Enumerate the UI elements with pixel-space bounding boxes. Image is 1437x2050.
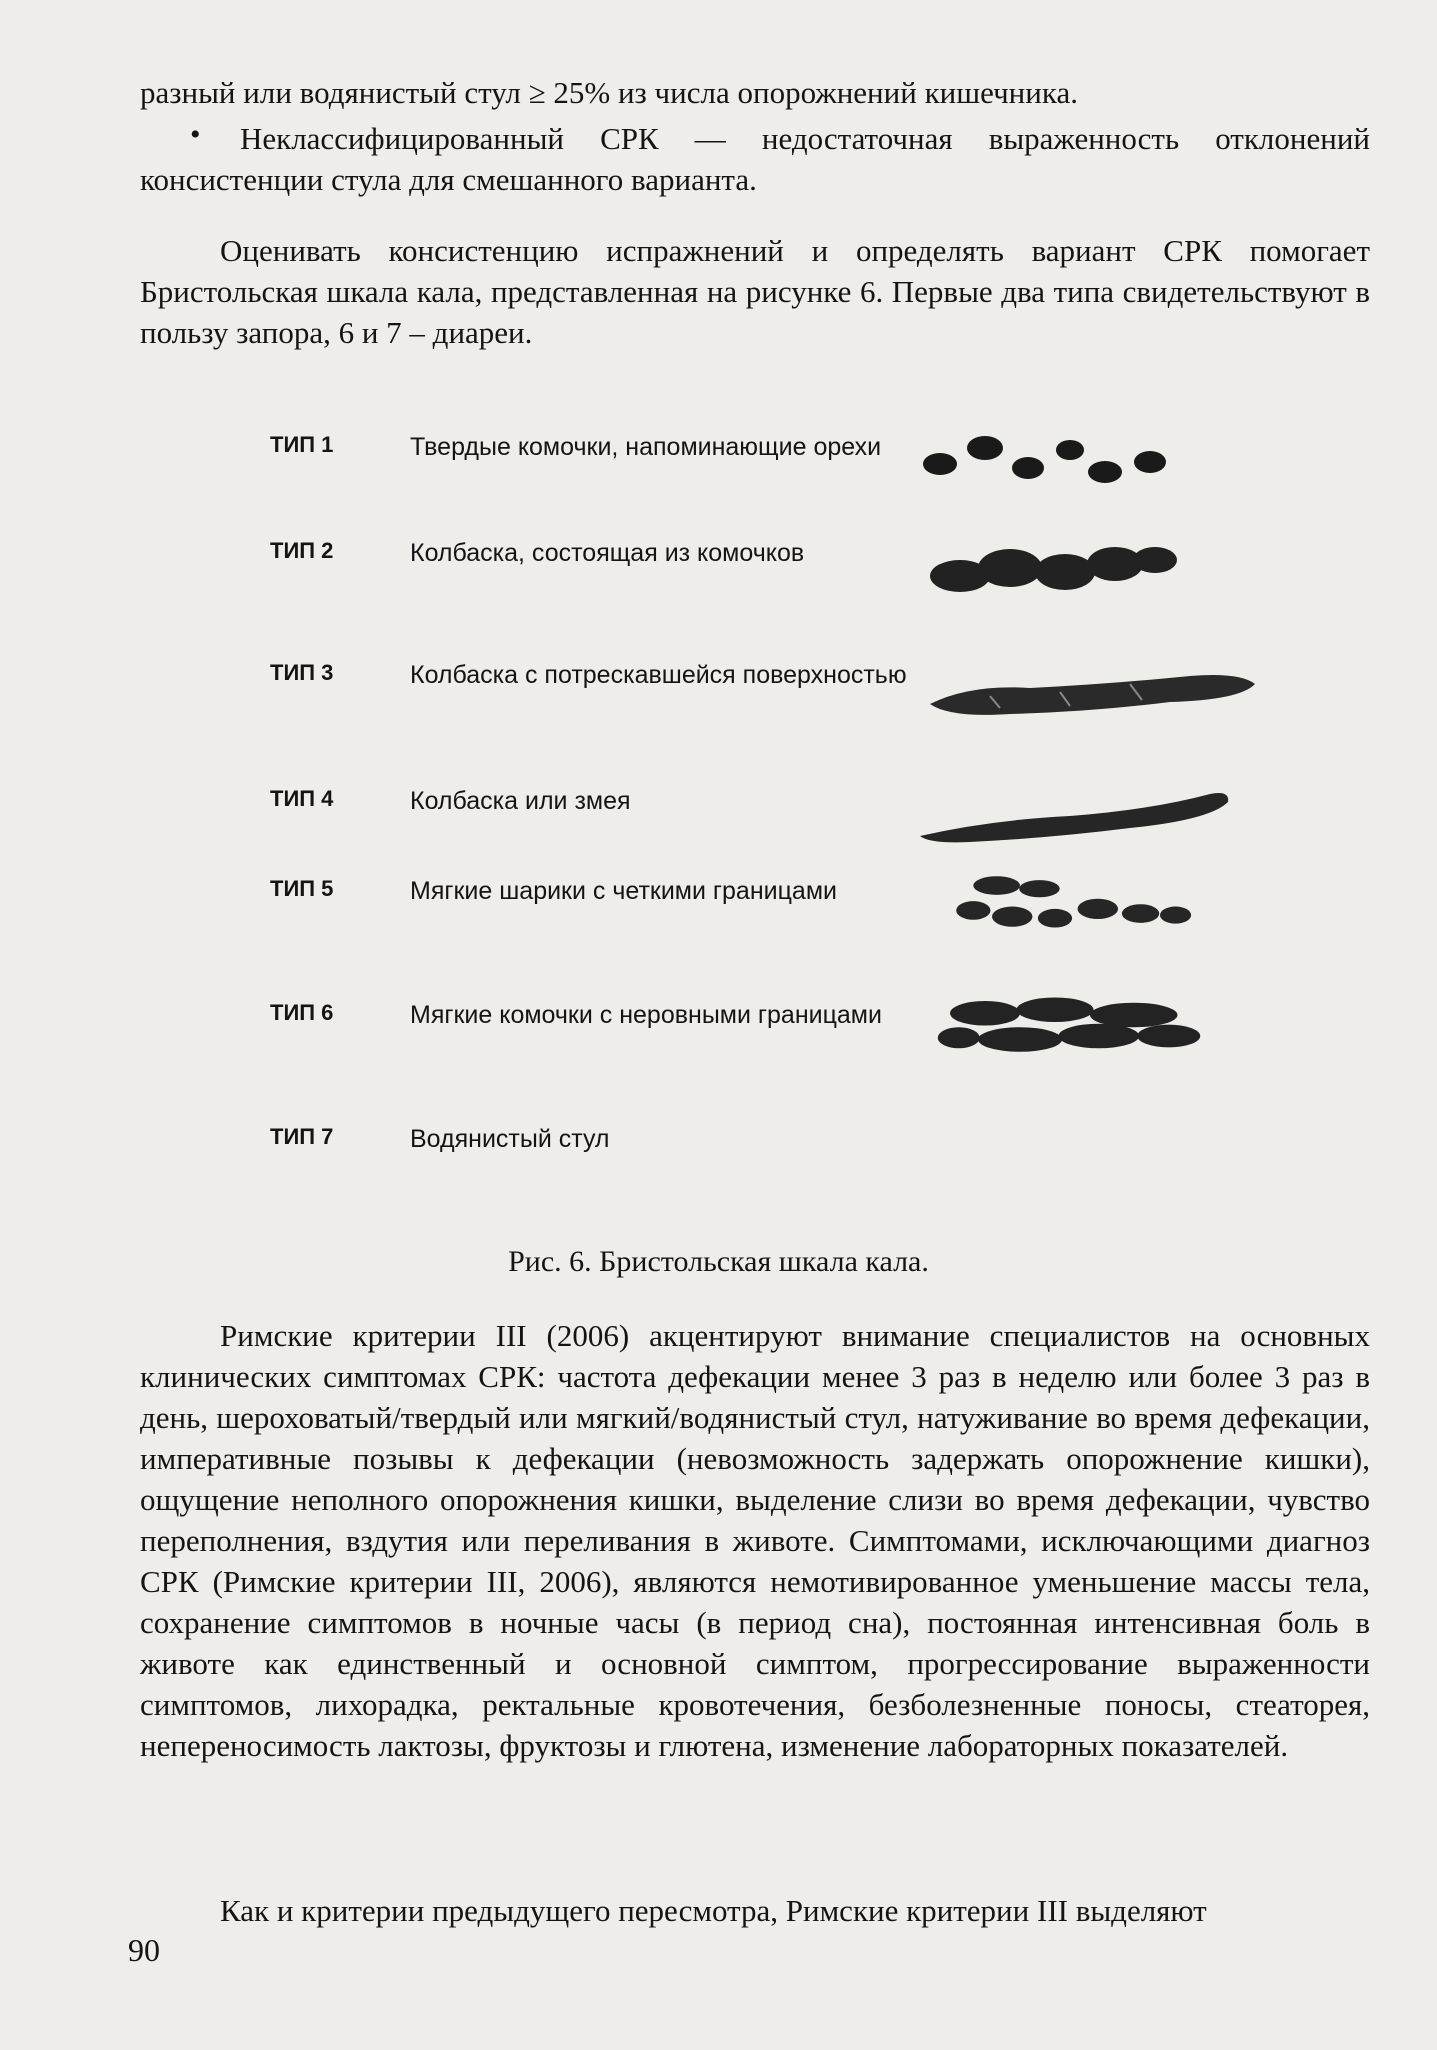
- bristol-type-description: Колбаска, состоящая из комочков: [410, 539, 805, 567]
- bristol-row-6: [270, 1000, 1370, 1090]
- bristol-row-3: [270, 660, 1370, 750]
- bristol-type-description: Твердые комочки, напоминающие орехи: [410, 433, 882, 461]
- bristol-type-label: ТИП 5: [270, 876, 334, 901]
- bristol-row-7: [270, 1124, 1370, 1214]
- bristol-type-label: ТИП 7: [270, 1124, 334, 1149]
- bristol-row-1: [270, 432, 1370, 522]
- bristol-row-4: [270, 786, 1370, 876]
- stool-type-1-image: [910, 426, 1270, 496]
- stool-type-2-image: [910, 532, 1270, 602]
- bristol-type-label: ТИП 1: [270, 432, 334, 457]
- intro-paragraph: Оценивать консистенцию испражнений и определять вариант СРК помогает Бристольская шкала кала, представленная на рисунке 6. Первые два типа свидетельствуют в пользу запора, 6 и 7 – диареи.: [140, 233, 1370, 350]
- stool-type-5-image: [910, 870, 1270, 940]
- bristol-type-description: Водянистый стул: [410, 1125, 610, 1153]
- page-number: 90: [128, 1932, 160, 1968]
- bristol-type-label: ТИП 4: [270, 786, 334, 811]
- closing-line: Как и критерии предыдущего пересмотра, Римские критерии III выделяют: [220, 1893, 1207, 1928]
- figure-caption: Рис. 6. Бристольская шкала кала.: [508, 1245, 929, 1278]
- bristol-type-description: Колбаска с потрескавшейся поверхностью: [410, 661, 907, 689]
- bristol-stool-chart: [270, 420, 1370, 1180]
- bristol-row-5: [270, 876, 1370, 966]
- bristol-type-label: ТИП 2: [270, 538, 334, 563]
- bullet-marker: •: [190, 118, 201, 151]
- stool-type-4-image: [910, 780, 1270, 850]
- bristol-type-description: Мягкие комочки с неровными границами: [410, 1001, 882, 1029]
- unclassified-ibs-item: Неклассифицированный СРК — недостаточная выраженность отклонений консистенции стула для смешанного варианта.: [140, 121, 1370, 197]
- bristol-row-2: [270, 538, 1370, 628]
- bristol-type-description: Колбаска или змея: [410, 787, 631, 815]
- bristol-type-label: ТИП 6: [270, 1000, 334, 1025]
- bristol-type-label: ТИП 3: [270, 660, 334, 685]
- stool-type-6-image: [910, 994, 1270, 1064]
- rome-criteria-paragraph: Римские критерии III (2006) акцентируют внимание специалистов на основных клинических симптомах СРК: частота дефекации менее 3 раз в неделю или более 3 раз в день, шероховатый/твердый или мягкий/водянистый стул, натуживание во время дефекации, императивные позывы к дефекации (невозможность задержать опорожнение кишки), ощущение неполного опорожнения кишки, выделение слизи во время дефекации, чувство переполнения, вздутия или переливания в животе. Симптомами, исключающими диагноз СРК (Римские критерии III, 2006), являются немотивированное уменьшение массы тела, сохранение симптомов в ночные часы (в период сна), постоянная интенсивная боль в животе как единственный и основной симптом, прогрессирование выраженности симптомов, лихорадка, ректальные кровотечения, безболезненные поносы, стеаторея, непереносимость лактозы, фруктозы и глютена, изменение лабораторных показателей.: [140, 1318, 1370, 1763]
- top-line: разный или водянистый стул ≥ 25% из числа опорожнений кишечника.: [140, 75, 1078, 110]
- stool-type-3-image: [910, 654, 1270, 724]
- bristol-type-description: Мягкие шарики с четкими границами: [410, 877, 837, 905]
